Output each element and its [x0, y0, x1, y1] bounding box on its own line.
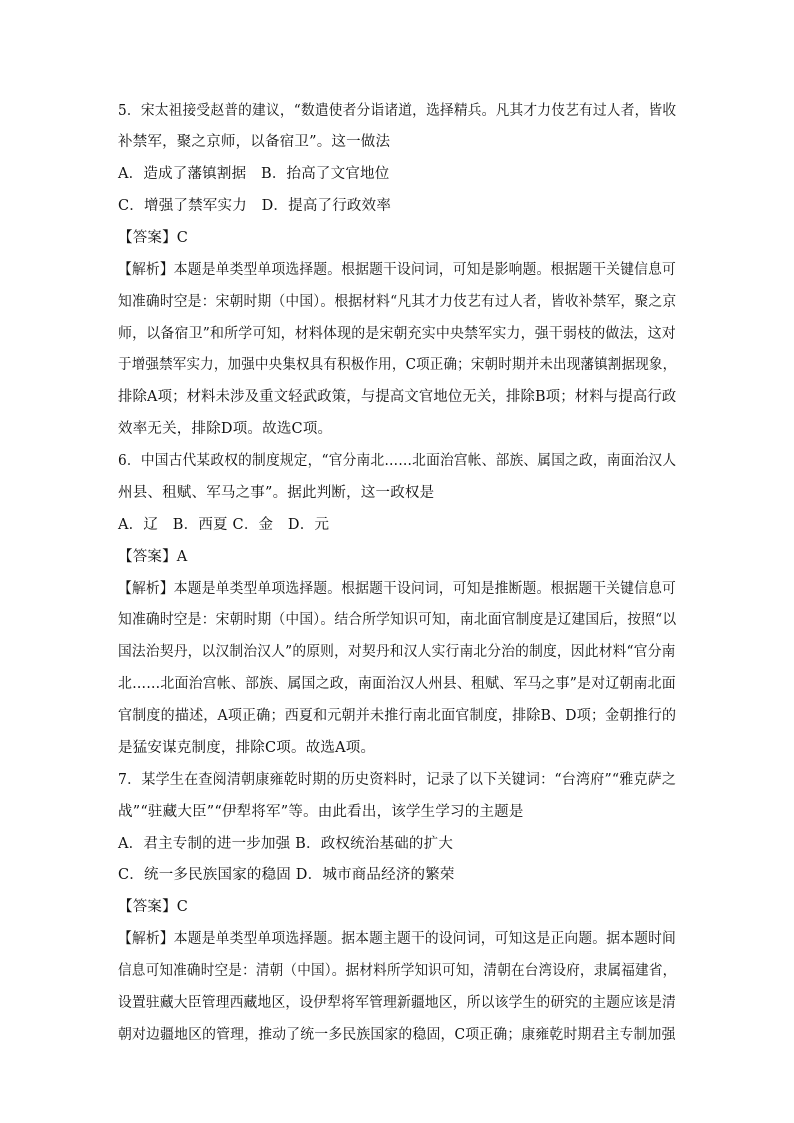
q5-answer: 【答案】C — [118, 230, 189, 246]
q7-analysis-line-4: 朝对边疆地区的管理，推动了统一多民族国家的稳固，C项正确；康雍乾时期君主专制加强 — [118, 1027, 676, 1043]
q5-analysis-line-1: 【解析】本题是单类型单项选择题。根据题干设问词，可知是影响题。根据题干关键信息可 — [118, 262, 676, 278]
q5-options-ab: A．造成了藩镇割据 B．抬高了文官地位 — [118, 166, 390, 182]
q6-options: A．辽 B．西夏 C．金 D．元 — [118, 517, 330, 533]
q5-analysis-line-4: 于增强禁军实力，加强中央集权具有积极作用，C项正确；宋朝时期并未出现藩镇割据现象， — [118, 357, 677, 373]
q6-analysis-line-3: 国法治契丹，以汉制治汉人”的原则，对契丹和汉人实行南北分治的制度，因此材料“官分南 — [118, 644, 676, 660]
q7-analysis-line-1: 【解析】本题是单类型单项选择题。据本题主题干的设问词，可知这是正向题。据本题时间 — [118, 931, 676, 947]
q7-analysis-line-3: 设置驻藏大臣管理西藏地区，设伊犁将军管理新疆地区，所以该学生的研究的主题应该是清 — [118, 995, 676, 1011]
q5-analysis-line-6: 效率无关，排除D项。故选C项。 — [118, 421, 333, 437]
q6-analysis-line-4: 北……北面治宫帐、部族、属国之政，南面治汉人州县、租赋、军马之事”是对辽朝南北面 — [118, 676, 676, 692]
q6-answer: 【答案】A — [118, 549, 188, 565]
q6-analysis-line-5: 官制度的描述，A项正确；西夏和元朝并未推行南北面官制度，排除B、D项；金朝推行的 — [118, 708, 677, 724]
q5-stem-line-1: 5．宋太祖接受赵普的建议，“数遣使者分诣诸道，选择精兵。凡其才力伎艺有过人者，皆收 — [118, 103, 677, 119]
q7-options-cd: C．统一多民族国家的稳固 D．城市商品经济的繁荣 — [118, 867, 455, 883]
q5-analysis-line-3: 师，以备宿卫”和所学可知，材料体现的是宋朝充实中央禁军实力，强干弱枝的做法，这对 — [118, 326, 676, 342]
q7-stem-line-2: 战”“驻藏大臣”“伊犁将军”等。由此看出，该学生学习的主题是 — [118, 804, 524, 820]
q6-stem-line-2: 州县、租赋、军马之事”。据此判断，这一政权是 — [118, 485, 435, 501]
q7-options-ab: A．君主专制的进一步加强 B．政权统治基础的扩大 — [118, 836, 454, 852]
q5-analysis-line-2: 知准确时空是：宋朝时期（中国）。根据材料“凡其才力伎艺有过人者，皆收补禁军，聚之京 — [118, 294, 677, 310]
q6-analysis-line-6: 是猛安谋克制度，排除C项。故选A项。 — [118, 740, 376, 756]
q6-analysis-line-2: 知准确时空是：宋朝时期（中国）。结合所学知识可知，南北面官制度是辽建国后，按照“以 — [118, 612, 677, 628]
q5-stem-line-2: 补禁军，聚之京师，以备宿卫”。这一做法 — [118, 134, 391, 150]
q5-options-cd: C．增强了禁军实力 D．提高了行政效率 — [118, 198, 392, 214]
q7-stem-line-1: 7．某学生在查阅清朝康雍乾时期的历史资料时，记录了以下关键词：“台湾府”“雅克萨之 — [118, 772, 677, 788]
q6-stem-line-1: 6．中国古代某政权的制度规定，“官分南北……北面治宫帐、部族、属国之政，南面治汉人 — [118, 453, 677, 469]
q7-answer: 【答案】C — [118, 899, 189, 915]
q7-analysis-line-2: 信息可知准确时空是：清朝（中国）。据材料所学知识可知，清朝在台湾设府，隶属福建省， — [118, 963, 677, 979]
q6-analysis-line-1: 【解析】本题是单类型单项选择题。根据题干设问词，可知是推断题。根据题干关键信息可 — [118, 581, 676, 597]
q5-analysis-line-5: 排除A项；材料未涉及重文轻武政策，与提高文官地位无关，排除B项；材料与提高行政 — [118, 389, 677, 405]
